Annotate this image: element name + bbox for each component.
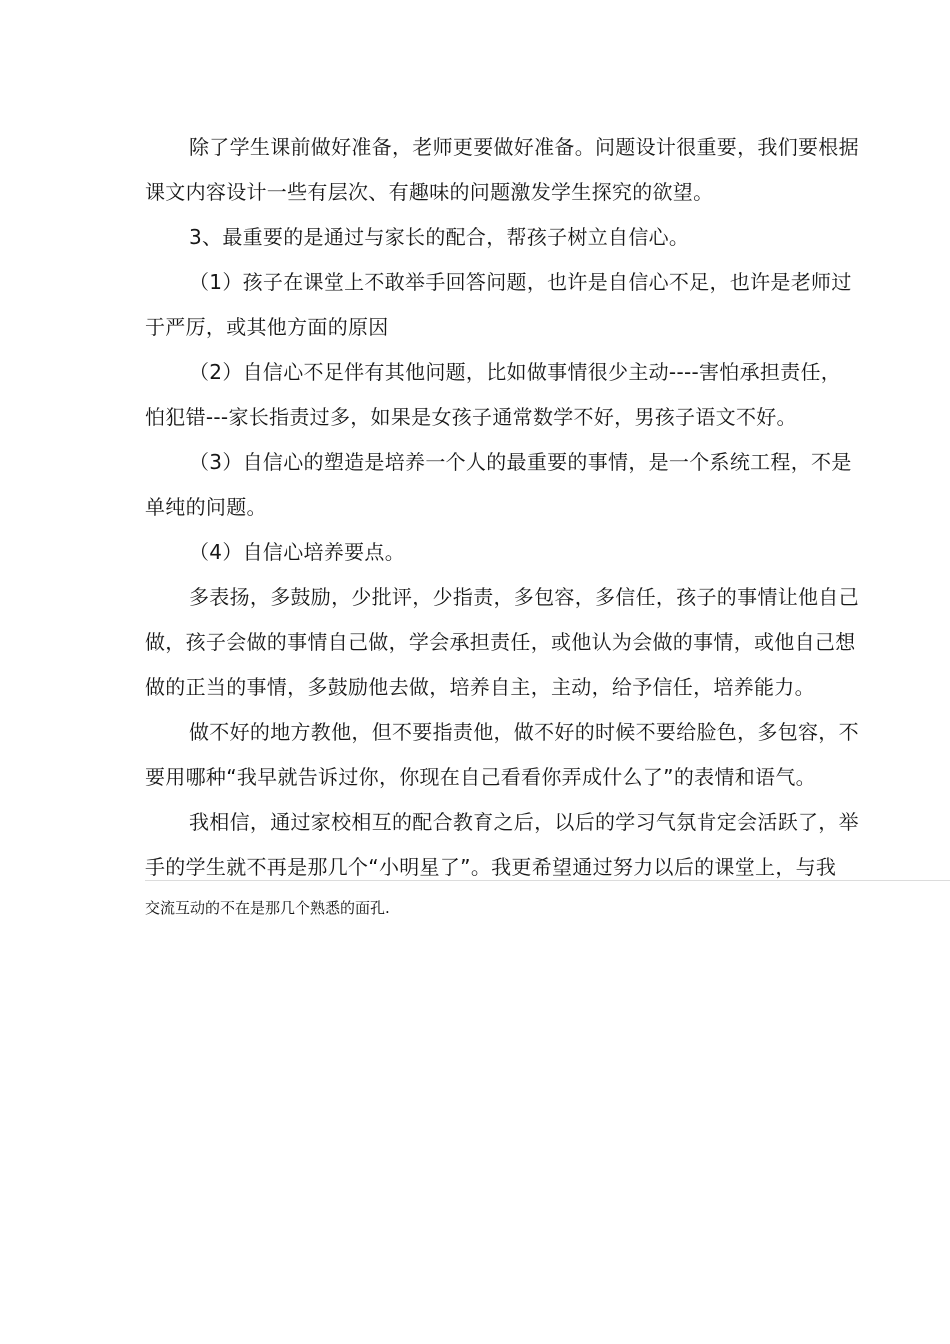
list-item-line: （1）孩子在课堂上不敢举手回答问题，也许是自信心不足，也许是老师过 — [189, 270, 852, 294]
list-item-line: （4）自信心培养要点。 — [189, 540, 406, 564]
divider-line — [145, 880, 950, 881]
list-item-line: 单纯的问题。 — [145, 495, 267, 519]
paragraph-line: 多表扬，多鼓励，少批评，少指责，多包容，多信任，孩子的事情让他自己 — [189, 585, 859, 609]
list-item-line: 怕犯错---家长指责过多，如果是女孩子通常数学不好，男孩子语文不好。 — [145, 405, 797, 429]
paragraph-line: 手的学生就不再是那几个“小明星了”。我更希望通过努力以后的课堂上，与我 — [145, 855, 837, 879]
list-item-line: 于严厉，或其他方面的原因 — [145, 315, 389, 339]
document-body — [145, 125, 945, 920]
paragraph-line: 课文内容设计一些有层次、有趣味的问题激发学生探究的欲望。 — [145, 180, 714, 204]
list-item-line: （3）自信心的塑造是培养一个人的最重要的事情，是一个系统工程，不是 — [189, 450, 852, 474]
paragraph-line: 除了学生课前做好准备，老师更要做好准备。问题设计很重要，我们要根据 — [189, 135, 859, 159]
closing-line: 交流互动的不在是那几个熟悉的面孔. — [145, 899, 390, 917]
paragraph-line: 要用哪种“我早就告诉过你，你现在自己看看你弄成什么了”的表情和语气。 — [145, 765, 816, 789]
paragraph-line: 我相信，通过家校相互的配合教育之后，以后的学习气氛肯定会活跃了，举 — [189, 810, 859, 834]
list-item-line: （2）自信心不足伴有其他问题，比如做事情很少主动----害怕承担责任， — [189, 360, 842, 384]
section-heading: 3、最重要的是通过与家长的配合，帮孩子树立自信心。 — [189, 225, 690, 249]
paragraph-line: 做不好的地方教他，但不要指责他，做不好的时候不要给脸色，多包容，不 — [189, 720, 859, 744]
paragraph-line: 做，孩子会做的事情自己做，学会承担责任，或他认为会做的事情，或他自己想 — [145, 630, 856, 654]
paragraph-line: 做的正当的事情，多鼓励他去做，培养自主，主动，给予信任，培养能力。 — [145, 675, 815, 699]
